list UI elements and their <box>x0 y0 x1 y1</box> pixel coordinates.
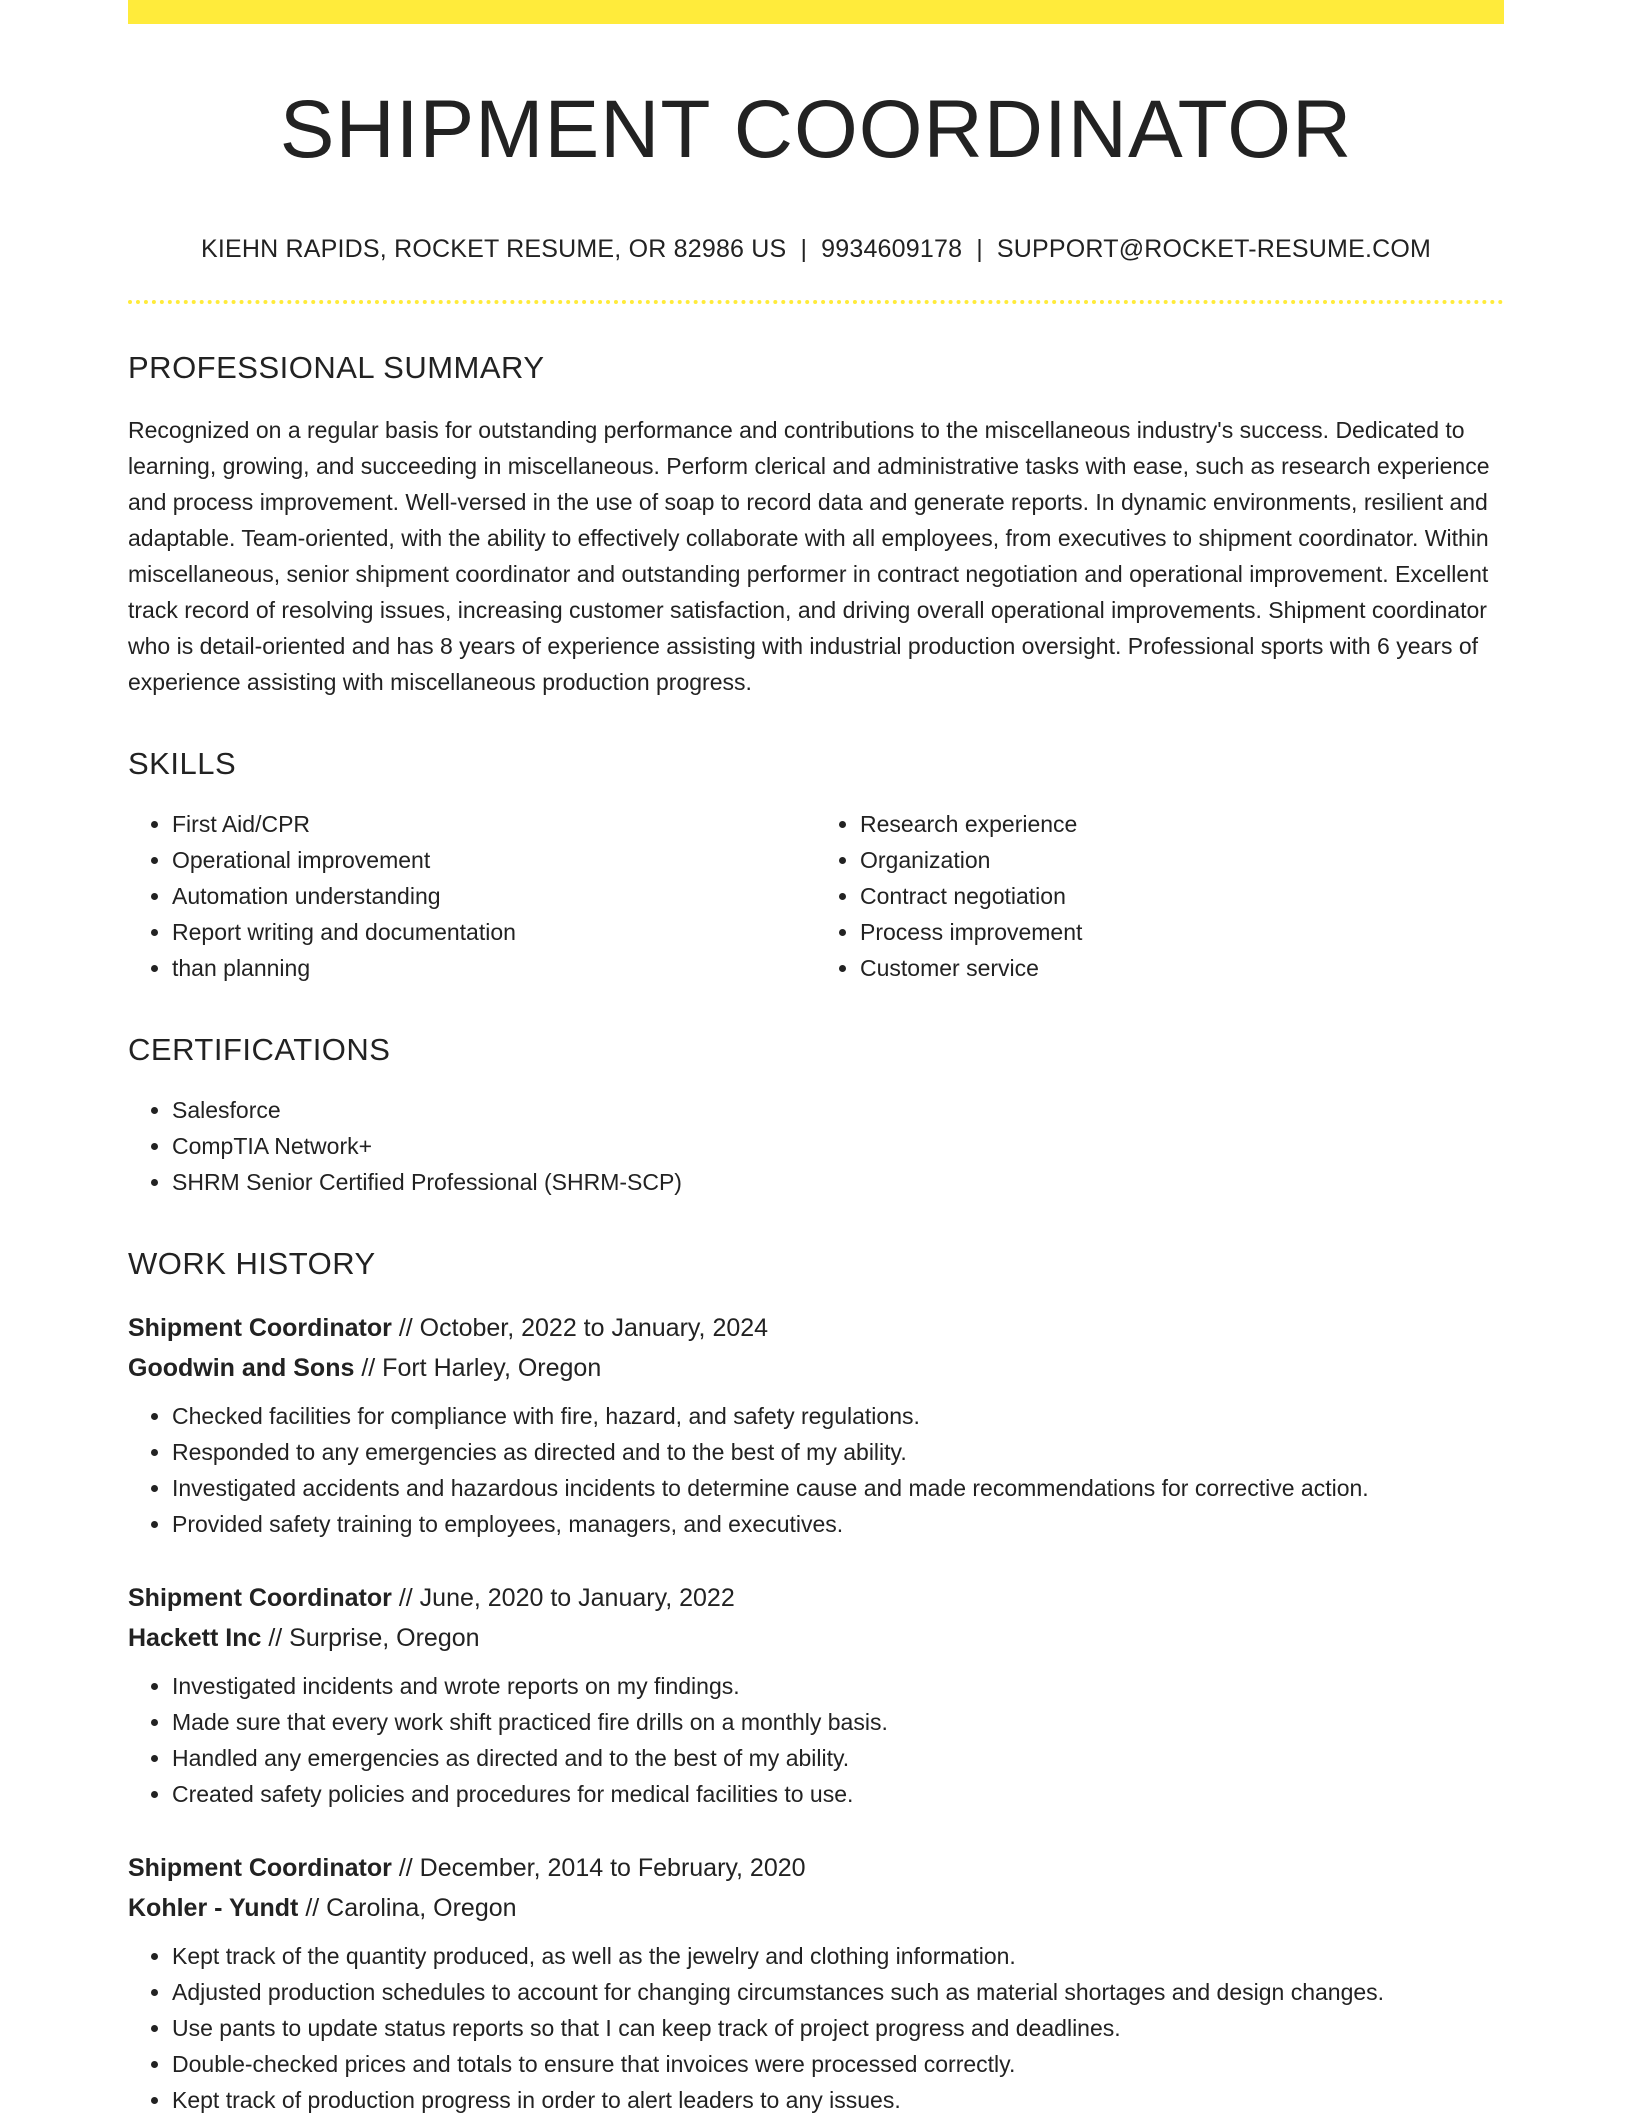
job-role-line <box>128 1308 1504 1348</box>
skill-item: • Contract negotiation <box>860 878 1504 914</box>
job-role: Shipment Coordinator <box>128 1584 392 1612</box>
job-bullets <box>128 1398 1504 1542</box>
skill-item: • Process improvement <box>860 914 1504 950</box>
contact-email[interactable]: SUPPORT@ROCKET-RESUME.COM <box>996 235 1432 263</box>
job-bullet: • Handled any emergencies as directed and to the best of my ability. <box>172 1740 1504 1776</box>
certification-item: • CompTIA Network+ <box>172 1128 1504 1164</box>
skill-item: • Research experience <box>860 806 1504 842</box>
skills-heading: SKILLS <box>128 746 237 781</box>
contact-phone: 9934609178 <box>821 235 963 263</box>
job-entry <box>128 1578 1504 1812</box>
job-bullet: • Double-checked prices and totals to ensure that invoices were processed correctly. <box>172 2046 1504 2082</box>
job-company-line <box>128 1618 1504 1658</box>
certification-item: • Salesforce <box>172 1092 1504 1128</box>
job-role: Shipment Coordinator <box>128 1314 392 1342</box>
job-bullet: • Made sure that every work shift practiced fire drills on a monthly basis. <box>172 1704 1504 1740</box>
contact-separator: | <box>976 235 983 263</box>
job-company-line <box>128 1888 1504 1928</box>
certifications-list <box>128 1092 1504 1200</box>
job-bullet: • Investigated incidents and wrote reports on my findings. <box>172 1668 1504 1704</box>
resume-page <box>128 0 1504 2118</box>
job-bullet: • Kept track of production progress in order to alert leaders to any issues. <box>172 2082 1504 2118</box>
job-dates: // December, 2014 to February, 2020 <box>391 1854 806 1882</box>
job-role-line <box>128 1848 1504 1888</box>
summary-heading: PROFESSIONAL SUMMARY <box>128 350 545 385</box>
skill-item: • Organization <box>860 842 1504 878</box>
work-history-heading: WORK HISTORY <box>128 1246 376 1281</box>
job-bullet: • Investigated accidents and hazardous incidents to determine cause and made recommendations for corrective action. <box>172 1470 1504 1506</box>
job-bullet: • Adjusted production schedules to account for changing circumstances such as material shortages and design changes. <box>172 1974 1504 2010</box>
job-bullet: • Kept track of the quantity produced, as well as the jewelry and clothing information. <box>172 1938 1504 1974</box>
job-bullet: • Checked facilities for compliance with fire, hazard, and safety regulations. <box>172 1398 1504 1434</box>
job-bullets <box>128 1938 1504 2118</box>
job-entry <box>128 1848 1504 2118</box>
job-dates: // June, 2020 to January, 2022 <box>391 1584 735 1612</box>
skill-item: • Automation understanding <box>172 878 816 914</box>
skill-item: • Operational improvement <box>172 842 816 878</box>
skills-column-left <box>128 806 816 986</box>
job-company: Kohler - Yundt <box>128 1894 299 1922</box>
job-company: Goodwin and Sons <box>128 1354 355 1382</box>
skills-list <box>128 806 1504 986</box>
contact-line <box>128 234 1504 264</box>
dotted-divider <box>128 300 1504 304</box>
job-company-line <box>128 1348 1504 1388</box>
skill-item: • Customer service <box>860 950 1504 986</box>
summary-text: Recognized on a regular basis for outstanding performance and contributions to the miscellaneous industry's success. Dedicated to learning, growing, and succeeding in miscellaneous. Perform clerical and administrative tasks with ease, such as research experience and process improvement. Well-versed in the use of soap to record data and generate reports. In dynamic environments, resilient and adaptable. Team-oriented, with the ability to effectively collaborate with all employees, from executives to shipment coordinator. Within miscellaneous, senior shipment coordinator and outstanding performer in contract negotiation and operational improvement. Excellent track record of resolving issues, increasing customer satisfaction, and driving overall operational improvements. Shipment coordinator who is detail-oriented and has 8 years of experience assisting with industrial production oversight. Professional sports with 6 years of experience assisting with miscellaneous production progress. <box>128 417 1490 695</box>
top-accent-bar <box>128 0 1504 24</box>
job-bullet: • Responded to any emergencies as directed and to the best of my ability. <box>172 1434 1504 1470</box>
resume-title: SHIPMENT COORDINATOR <box>279 84 1353 175</box>
job-bullet: • Provided safety training to employees, managers, and executives. <box>172 1506 1504 1542</box>
job-company: Hackett Inc <box>128 1624 262 1652</box>
job-location: // Fort Harley, Oregon <box>354 1354 602 1382</box>
contact-separator: | <box>800 235 808 263</box>
certification-item: • SHRM Senior Certified Professional (SHRM-SCP) <box>172 1164 1504 1200</box>
job-dates: // October, 2022 to January, 2024 <box>391 1314 769 1342</box>
contact-address: KIEHN RAPIDS, ROCKET RESUME, OR 82986 US <box>200 235 787 263</box>
job-bullet: • Use pants to update status reports so that I can keep track of project progress and deadlines. <box>172 2010 1504 2046</box>
job-entry <box>128 1308 1504 1542</box>
skill-item: • Report writing and documentation <box>172 914 816 950</box>
certifications-heading: CERTIFICATIONS <box>128 1032 391 1067</box>
skills-column-right <box>816 806 1504 986</box>
skill-item: • than planning <box>172 950 816 986</box>
skill-item: • First Aid/CPR <box>172 806 816 842</box>
job-role: Shipment Coordinator <box>128 1854 392 1882</box>
job-location: // Surprise, Oregon <box>261 1624 480 1652</box>
job-bullet: • Created safety policies and procedures for medical facilities to use. <box>172 1776 1504 1812</box>
job-bullets <box>128 1668 1504 1812</box>
job-role-line <box>128 1578 1504 1618</box>
job-location: // Carolina, Oregon <box>298 1894 517 1922</box>
